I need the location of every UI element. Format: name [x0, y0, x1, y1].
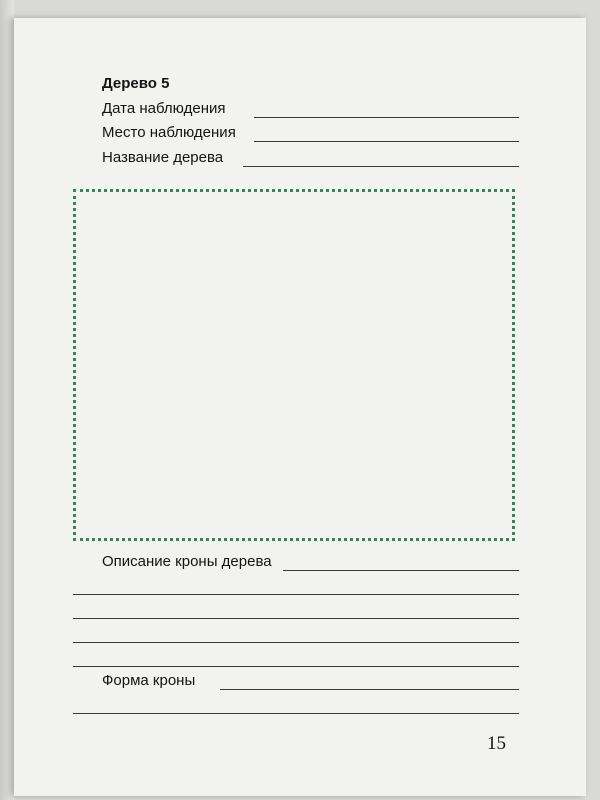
crown-description-line-1[interactable]	[283, 570, 519, 571]
observation-place-line[interactable]	[254, 141, 519, 142]
workbook-page	[14, 18, 586, 796]
tree-name-line[interactable]	[243, 166, 519, 167]
crown-description-line-3[interactable]	[73, 618, 519, 619]
notebook-fold	[0, 0, 14, 800]
crown-description-line-2[interactable]	[73, 594, 519, 595]
tree-name-label: Название дерева	[102, 149, 224, 166]
observation-date-line[interactable]	[254, 117, 519, 118]
observation-date-label: Дата наблюдения	[102, 100, 226, 117]
drawing-frame[interactable]	[73, 189, 515, 541]
observation-place-label: Место наблюдения	[102, 124, 236, 141]
page-number: 15	[487, 733, 506, 754]
crown-shape-line-2[interactable]	[73, 713, 519, 714]
crown-description-label: Описание кроны дерева	[102, 553, 272, 570]
crown-description-line-4[interactable]	[73, 642, 519, 643]
tree-title: Дерево 5	[102, 75, 170, 92]
crown-shape-line-1[interactable]	[220, 689, 519, 690]
crown-description-line-5[interactable]	[73, 666, 519, 667]
crown-shape-label: Форма кроны	[102, 672, 196, 689]
